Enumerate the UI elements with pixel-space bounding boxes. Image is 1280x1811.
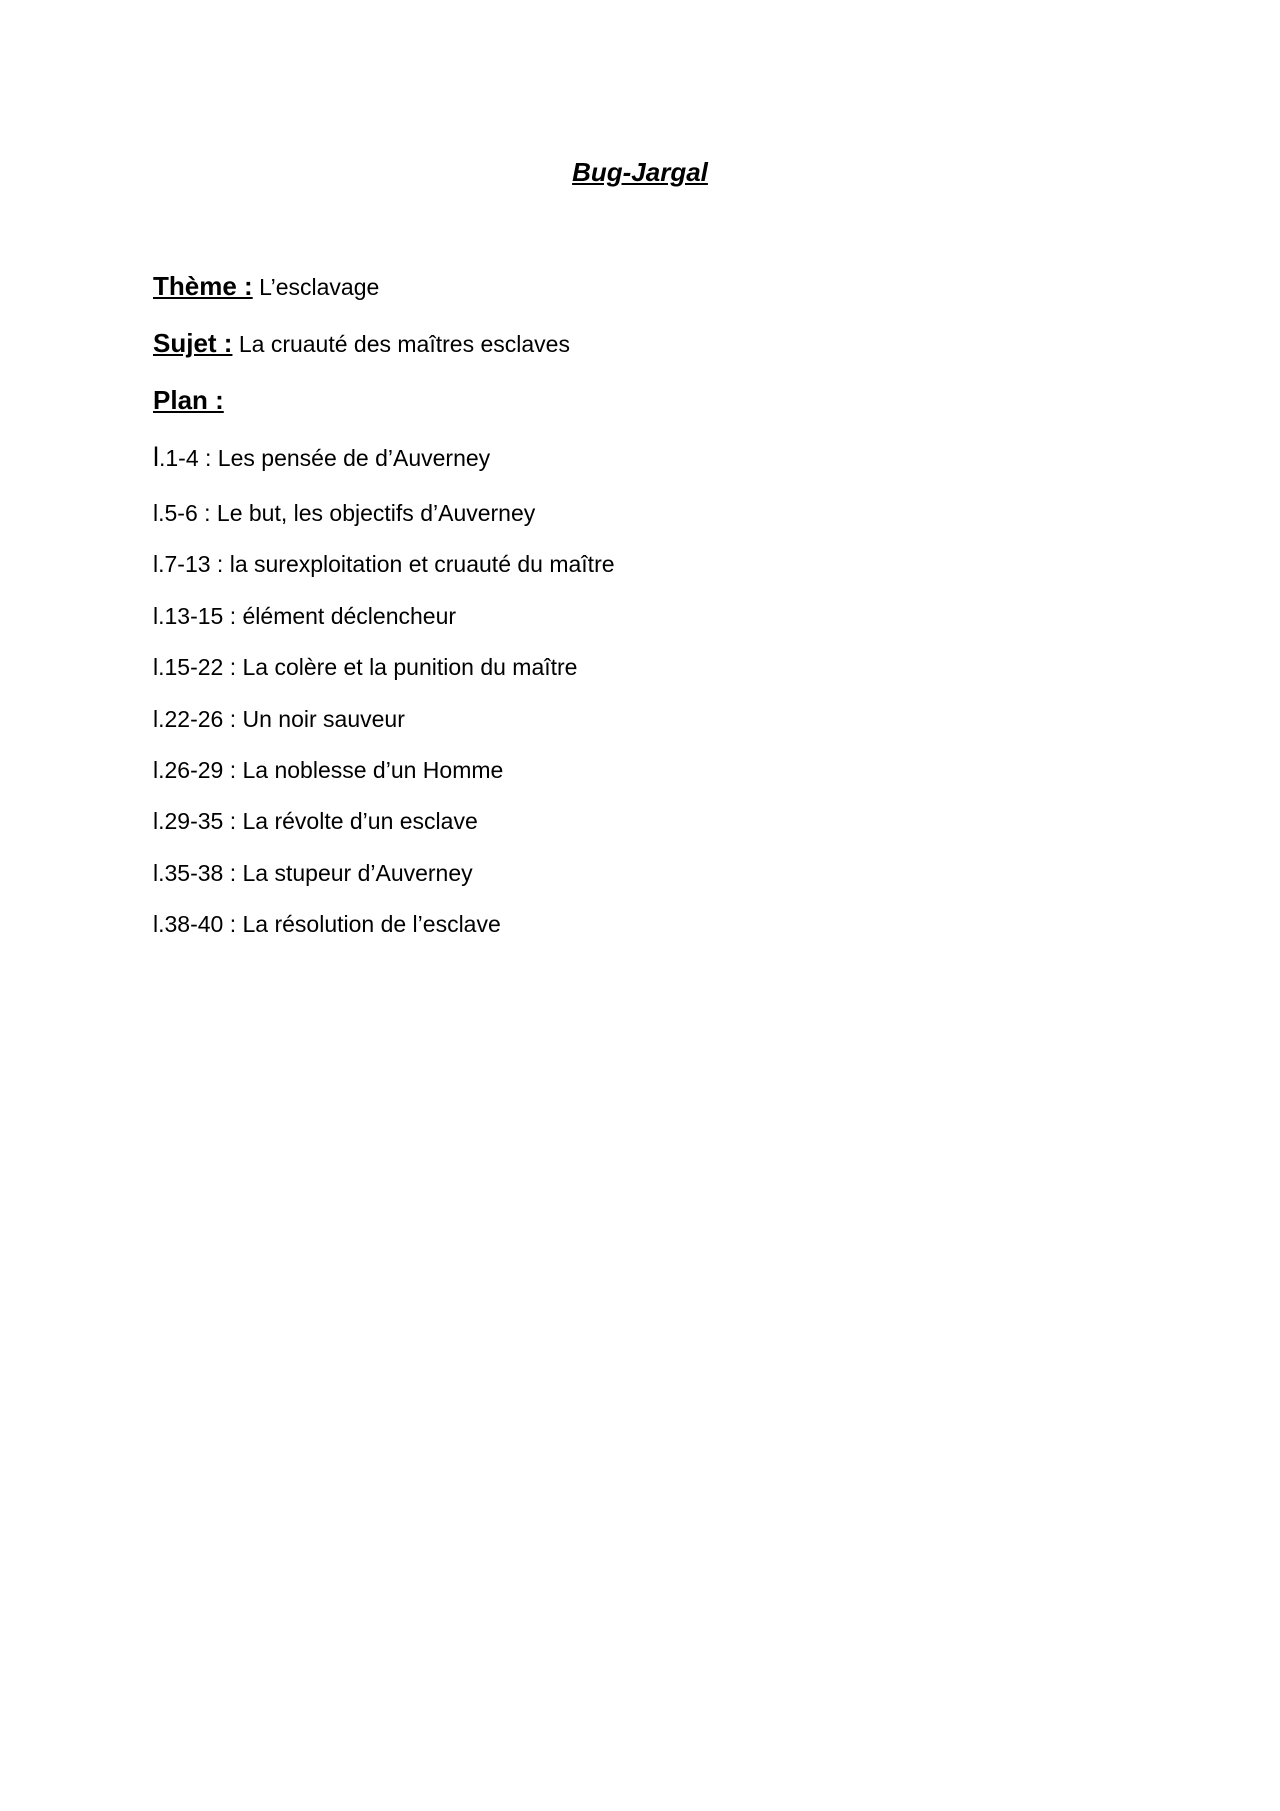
plan-item-text: l.15-22 : La colère et la punition du maître (153, 654, 578, 680)
plan-label: Plan : (153, 385, 224, 415)
plan-item-text: l.38-40 : La résolution de l’esclave (153, 911, 501, 937)
plan-heading (153, 384, 224, 417)
theme-label: Thème : (153, 271, 253, 301)
plan-item (153, 703, 405, 735)
plan-item-text: l.22-26 : Un noir sauveur (153, 706, 405, 732)
theme-value: L’esclavage (259, 274, 380, 300)
plan-item (153, 908, 501, 940)
plan-item (153, 754, 503, 786)
plan-item (153, 600, 456, 632)
plan-item-text: l.5-6 : Le but, les objectifs d’Auverney (153, 500, 536, 526)
sujet-value: La cruauté des maîtres esclaves (238, 331, 570, 357)
plan-item-text: .1-4 : Les pensée de d’Auverney (159, 445, 491, 471)
plan-item-text: l.26-29 : La noblesse d’un Homme (153, 757, 504, 783)
document-title: Bug-Jargal (572, 157, 708, 187)
plan-item-text: l.35-38 : La stupeur d’Auverney (153, 860, 473, 886)
plan-item (153, 548, 615, 580)
plan-item-first-letter: l (153, 442, 159, 472)
plan-item-text: l.29-35 : La révolte d’un esclave (153, 808, 478, 834)
theme-line (153, 270, 379, 303)
plan-item (153, 497, 535, 529)
plan-item (153, 805, 478, 837)
plan-item-text: l.7-13 : la surexploitation et cruauté du maître (153, 551, 615, 577)
plan-item (153, 441, 490, 474)
plan-item-text: l.13-15 : élément déclencheur (153, 603, 457, 629)
plan-item (153, 651, 577, 683)
sujet-line (153, 327, 570, 360)
sujet-label: Sujet : (153, 328, 233, 358)
plan-item (153, 857, 473, 889)
